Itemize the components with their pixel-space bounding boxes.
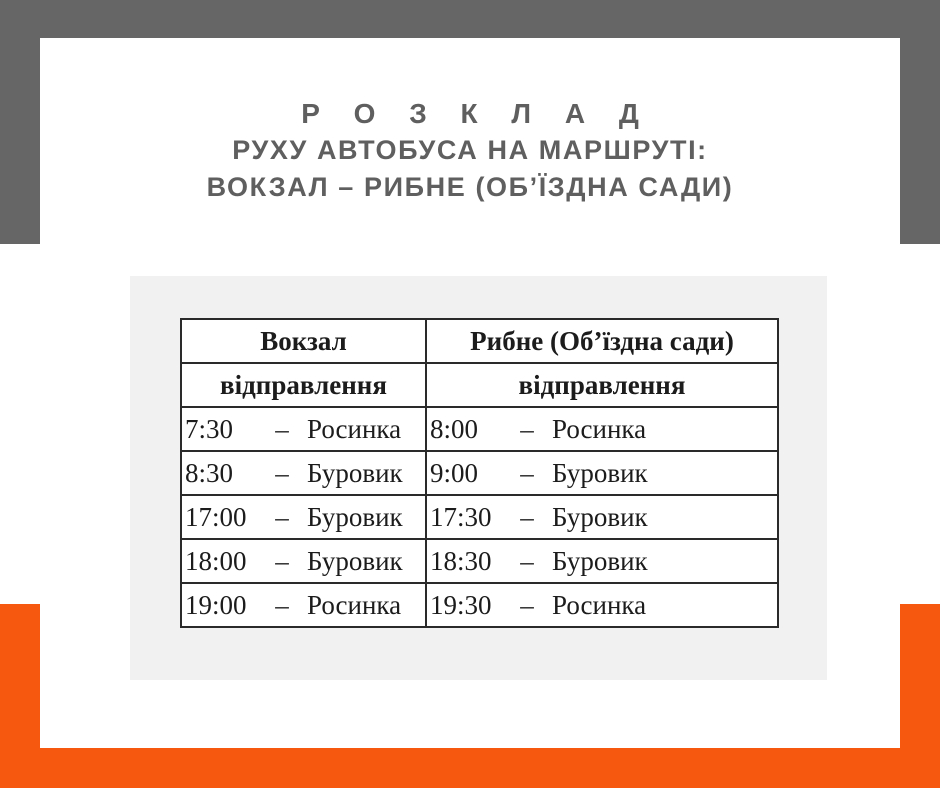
- departure-time: 17:00: [185, 501, 247, 532]
- schedule-table: [180, 318, 779, 628]
- dash: –: [520, 501, 534, 532]
- stop-name: Буровик: [307, 545, 403, 576]
- header-station-rybne: Рибне (Об’їздна сади): [426, 319, 778, 363]
- table-cell: [181, 539, 426, 583]
- table-cell: [426, 407, 778, 451]
- table-row: [181, 539, 778, 583]
- stop-name: Буровик: [552, 457, 648, 488]
- subheader-departure-vokzal: відправлення: [181, 363, 426, 407]
- header-row: [181, 319, 778, 363]
- departure-time: 19:00: [185, 589, 247, 620]
- table-cell: [426, 451, 778, 495]
- departure-time: 19:30: [430, 589, 492, 620]
- header-station-vokzal: Вокзал: [181, 319, 426, 363]
- departure-time: 9:00: [430, 457, 479, 488]
- title-line-1: Р О З К Л А Д: [301, 98, 652, 129]
- stop-name: Росинка: [307, 413, 402, 444]
- subheader-departure-rybne: відправлення: [426, 363, 778, 407]
- table-cell: [181, 407, 426, 451]
- title-line-2: РУХУ АВТОБУСА НА МАРШРУТІ:: [232, 135, 708, 165]
- stop-name: Росинка: [307, 589, 402, 620]
- page-title: [40, 96, 900, 206]
- table-cell: [426, 495, 778, 539]
- stop-name: Буровик: [307, 501, 403, 532]
- dash: –: [520, 457, 534, 488]
- departure-time: 7:30: [185, 413, 234, 444]
- table-cell: [181, 451, 426, 495]
- stop-name: Буровик: [552, 545, 648, 576]
- dash: –: [275, 589, 289, 620]
- table-cell: [426, 539, 778, 583]
- table-cell: [181, 495, 426, 539]
- title-line-3: ВОКЗАЛ – РИБНЕ (ОБ’ЇЗДНА САДИ): [206, 172, 734, 202]
- departure-time: 17:30: [430, 501, 492, 532]
- dash: –: [520, 545, 534, 576]
- departure-time: 18:30: [430, 545, 492, 576]
- stop-name: Росинка: [552, 413, 647, 444]
- table-cell: [426, 583, 778, 627]
- dash: –: [520, 413, 534, 444]
- stop-name: Росинка: [552, 589, 647, 620]
- subheader-row: [181, 363, 778, 407]
- table-row: [181, 495, 778, 539]
- departure-time: 8:30: [185, 457, 234, 488]
- table-row: [181, 583, 778, 627]
- departure-time: 18:00: [185, 545, 247, 576]
- dash: –: [275, 501, 289, 532]
- stop-name: Буровик: [307, 457, 403, 488]
- stop-name: Буровик: [552, 501, 648, 532]
- dash: –: [275, 457, 289, 488]
- dash: –: [275, 413, 289, 444]
- table-cell: [181, 583, 426, 627]
- dash: –: [275, 545, 289, 576]
- dash: –: [520, 589, 534, 620]
- departure-time: 8:00: [430, 413, 479, 444]
- table-row: [181, 451, 778, 495]
- table-row: [181, 407, 778, 451]
